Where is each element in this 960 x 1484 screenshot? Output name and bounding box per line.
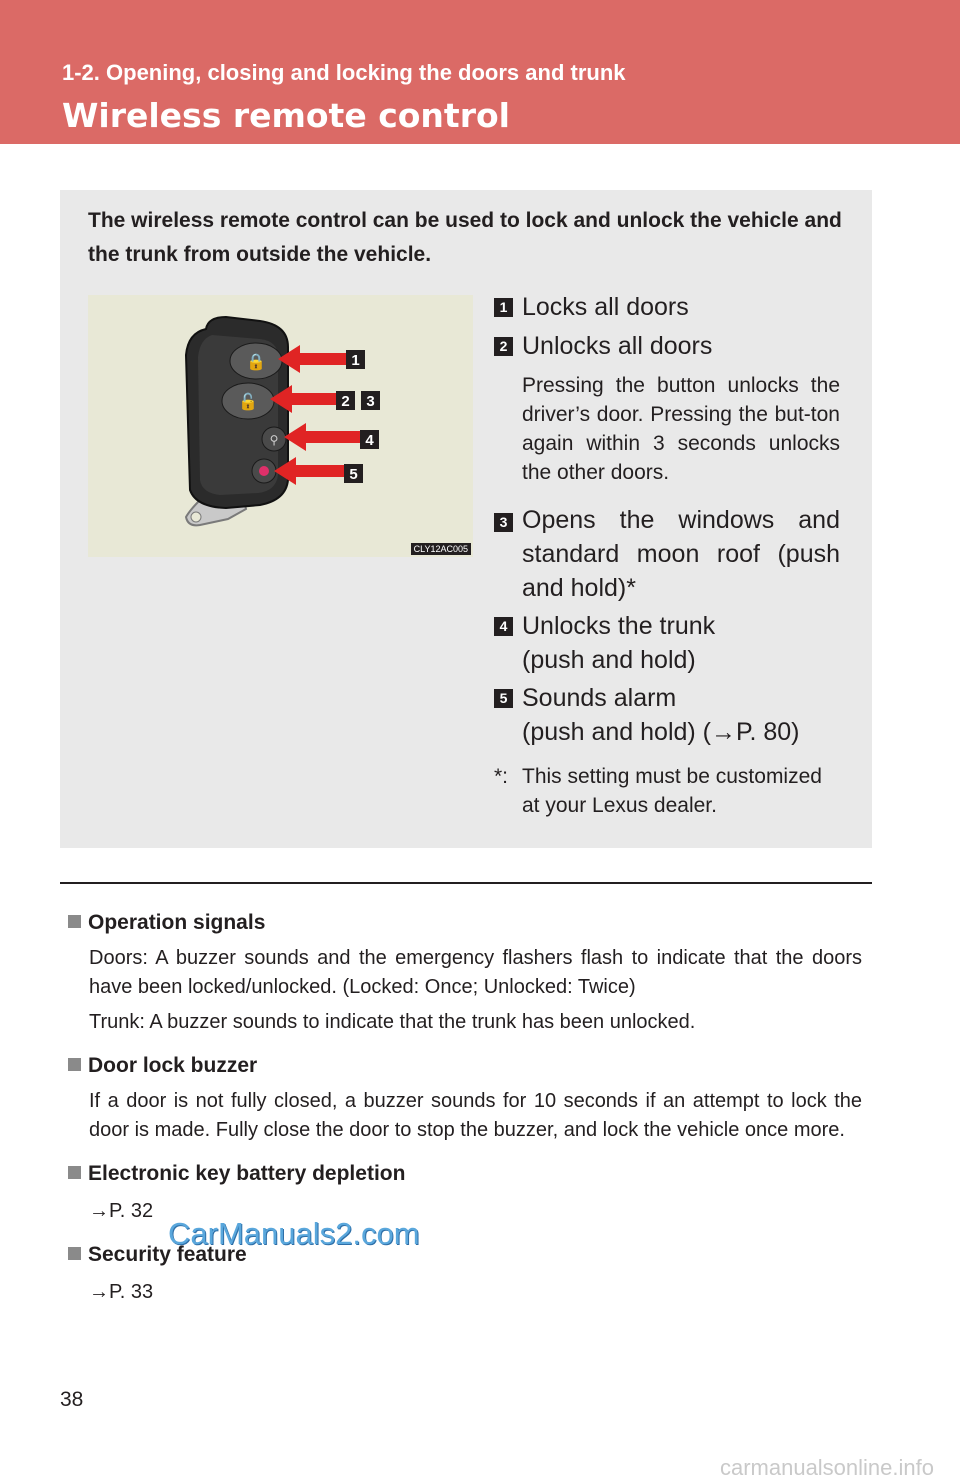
footnote [494, 762, 840, 820]
legend-label: Opens the windows and standard moon roof (push and hold)* [522, 506, 840, 602]
unlock-icon: 🔓 [238, 392, 258, 411]
legend-item-1 [494, 290, 840, 329]
note-paragraph: If a door is not fully closed, a buzzer sounds for 10 seconds if an attempt to lock the door is made. Fully close the door to stop the buzzer, and lock the vehicle once more. [89, 1090, 862, 1141]
legend-label: Locks all doors [522, 293, 689, 321]
section-label: 1-2. Opening, closing and locking the doors and trunk [62, 60, 626, 85]
legend-number: 5 [494, 689, 513, 708]
arrow-1 [278, 345, 356, 373]
legend-item-4 [494, 609, 840, 681]
note-heading: Door lock buzzer [88, 1054, 258, 1077]
footnote-text: This setting must be customized at your Lexus dealer. [522, 765, 822, 817]
watermark-carmanuals2[interactable]: CarManuals2.com [168, 1216, 420, 1251]
alarm-icon [259, 466, 269, 476]
page-title: Wireless remote control [62, 96, 510, 135]
key-ring-hole [191, 512, 201, 522]
page-header [0, 0, 960, 144]
bullet-square-icon [68, 1247, 81, 1260]
watermark-carmanualsonline[interactable]: carmanualsonline.info [719, 1455, 934, 1480]
legend-label: Sounds alarm [522, 684, 677, 712]
key-fob-drawing [88, 295, 473, 557]
legend-label: Unlocks all doors [522, 332, 713, 360]
bullet-square-icon [68, 1058, 81, 1071]
note-paragraph: Doors: A buzzer sounds and the emergency flashers flash to indicate that the doors have been locked/unlocked. (Locked: Once; Unlocked: Twice) [89, 947, 862, 998]
page-reference-link[interactable]: →P. 32 [89, 1200, 154, 1222]
note-door-lock-buzzer [68, 1051, 862, 1145]
footnote-mark: *: [494, 765, 509, 788]
legend-label: Unlocks the trunk [522, 612, 716, 640]
notes-section [68, 908, 862, 1321]
note-heading: Security feature [88, 1243, 247, 1266]
arrow-4 [284, 423, 360, 451]
figure-code: CLY12AC005 [411, 543, 471, 555]
page-reference-link[interactable]: →P. 33 [89, 1281, 154, 1303]
legend-item-5 [494, 681, 840, 749]
bullet-square-icon [68, 1166, 81, 1179]
intro-text: The wireless remote control can be used to lock and unlock the vehicle and the trunk from outside the vehicle. [88, 209, 842, 266]
note-heading: Electronic key battery depletion [88, 1162, 406, 1185]
callout-4-label: 4 [365, 432, 374, 449]
callout-5-label: 5 [349, 466, 358, 483]
legend-item-3 [494, 503, 840, 609]
callout-1-label: 1 [351, 352, 360, 369]
legend-label-line2: (push and hold) [522, 646, 696, 674]
key-fob-illustration [88, 295, 473, 557]
note-heading: Operation signals [88, 911, 266, 934]
legend-item-2 [494, 329, 840, 503]
note-paragraph: Trunk: A buzzer sounds to indicate that the trunk has been unlocked. [89, 1011, 696, 1033]
callout-2-label: 2 [341, 393, 350, 410]
note-operation-signals [68, 908, 862, 1037]
callout-3-label: 3 [366, 393, 375, 410]
legend-subtext: Pressing the button unlocks the driver’s door. Pressing the but-ton again within 3 seconds unlocks the other doors. [522, 374, 840, 484]
legend-number: 3 [494, 513, 513, 532]
legend-number: 1 [494, 298, 513, 317]
section-divider [60, 882, 872, 884]
button-legend [494, 290, 840, 749]
lock-icon: 🔒 [246, 352, 266, 371]
trunk-icon: ⚲ [269, 433, 279, 447]
page-number: 38 [60, 1388, 84, 1411]
legend-number: 2 [494, 337, 513, 356]
legend-label-line2: (push and hold) (→P. 80) [522, 718, 800, 746]
legend-number: 4 [494, 617, 513, 636]
bullet-square-icon [68, 915, 81, 928]
